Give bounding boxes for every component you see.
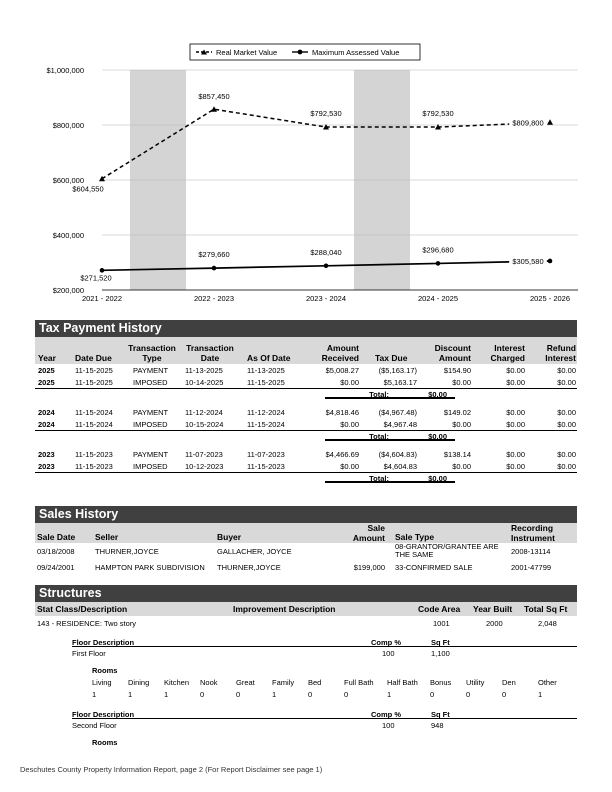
room-name: Bonus bbox=[430, 678, 452, 687]
col-sale-amount bbox=[335, 523, 385, 543]
room-count: 0 bbox=[466, 690, 471, 699]
col-sale-type: Sale Type bbox=[395, 532, 435, 542]
chart-legend bbox=[190, 44, 420, 60]
tax-cell: $4,466.69 bbox=[325, 450, 359, 459]
room-name: Nook bbox=[200, 678, 218, 687]
sales-cell-date: 09/24/2001 bbox=[37, 563, 75, 572]
col-refund-interest bbox=[537, 343, 576, 363]
floor-row bbox=[72, 648, 577, 658]
tax-row bbox=[35, 460, 577, 472]
mav-point bbox=[324, 263, 329, 268]
col-code-area: Code Area bbox=[418, 604, 461, 614]
floor-comp: 100 bbox=[382, 721, 395, 730]
chart-x-tick-label: 2024 - 2025 bbox=[417, 294, 459, 303]
room-count: 0 bbox=[430, 690, 435, 699]
col-discount-amount-line1: Discount bbox=[434, 343, 471, 353]
room-name: Bed bbox=[308, 678, 322, 687]
structure-row bbox=[35, 617, 577, 629]
chart-x-tick-label: 2021 - 2022 bbox=[81, 294, 123, 303]
tax-cell: 10-14-2025 bbox=[185, 378, 224, 387]
tax-total-value: $0.00 bbox=[428, 432, 447, 441]
structure-stat-class: 143 - RESIDENCE: Two story bbox=[37, 619, 137, 628]
room-count: 1 bbox=[128, 690, 133, 699]
col-refund-interest-line2: Interest bbox=[545, 353, 576, 363]
room-name: Living bbox=[92, 678, 112, 687]
page-footer: Deschutes County Property Information Report, page 2 (For Report Disclaimer see page 1) bbox=[20, 765, 323, 774]
tax-cell: $154.90 bbox=[443, 366, 471, 375]
mav-point bbox=[212, 266, 217, 271]
tax-cell: $0.00 bbox=[506, 450, 525, 459]
tax-cell: 2024 bbox=[38, 408, 55, 417]
tax-cell: IMPOSED bbox=[133, 378, 168, 387]
sales-history-header bbox=[35, 506, 577, 523]
tax-cell: PAYMENT bbox=[133, 366, 169, 375]
tax-cell: 11-12-2024 bbox=[247, 408, 285, 417]
col-transaction-date-line1: Transaction bbox=[186, 343, 234, 353]
floor-col-comp: Comp % bbox=[371, 638, 401, 647]
sales-cell-seller: HAMPTON PARK SUBDIVISION bbox=[95, 563, 205, 572]
room-name: Half Bath bbox=[387, 678, 418, 687]
col-stat-class: Stat Class/Description bbox=[37, 604, 128, 614]
tax-cell: 2023 bbox=[38, 450, 55, 459]
chart-x-tick-labels bbox=[82, 294, 570, 303]
legend-mav-marker bbox=[298, 50, 303, 55]
tax-row bbox=[35, 418, 577, 430]
col-interest-charged bbox=[481, 343, 525, 363]
tax-cell: $4,604.83 bbox=[383, 462, 417, 471]
room-count: 1 bbox=[387, 690, 392, 699]
rmv-point bbox=[547, 119, 553, 125]
floor-col-sqft: Sq Ft bbox=[431, 710, 450, 719]
room-name: Dining bbox=[128, 678, 150, 687]
floor-col-sqft: Sq Ft bbox=[431, 638, 450, 647]
col-year: Year bbox=[38, 353, 56, 363]
col-interest-charged-line2: Charged bbox=[490, 353, 525, 363]
tax-cell: 2025 bbox=[38, 378, 55, 387]
col-interest-charged-line1: Interest bbox=[494, 343, 525, 353]
tax-section-title: Tax Payment History bbox=[39, 321, 162, 335]
tax-cell: $0.00 bbox=[340, 378, 359, 387]
floor-comp: 100 bbox=[382, 649, 395, 658]
structures-column-headers bbox=[35, 602, 577, 616]
col-as-of-date: As Of Date bbox=[247, 353, 291, 363]
tax-cell: $0.00 bbox=[557, 462, 576, 471]
chart-x-tick-label: 2022 - 2023 bbox=[193, 294, 235, 303]
chart-y-tick-label: $800,000 bbox=[52, 121, 84, 130]
structure-year-built: 2000 bbox=[486, 619, 503, 628]
sales-cell-type1: 08-GRANTOR/GRANTEE ARE bbox=[395, 542, 499, 551]
tax-cell: 10-15-2024 bbox=[185, 420, 224, 429]
tax-cell: $0.00 bbox=[506, 366, 525, 375]
col-date-due: Date Due bbox=[75, 353, 112, 363]
col-transaction-type-line2: Type bbox=[142, 353, 162, 363]
value-history-chart bbox=[0, 0, 612, 310]
tax-total-value: $0.00 bbox=[428, 390, 447, 399]
room-name: Full Bath bbox=[344, 678, 374, 687]
col-seller: Seller bbox=[95, 532, 119, 542]
tax-cell: PAYMENT bbox=[133, 408, 169, 417]
sales-cell-seller: THURNER,JOYCE bbox=[95, 547, 159, 556]
floor-col-comp: Comp % bbox=[371, 710, 401, 719]
chart-y-tick-labels bbox=[46, 66, 84, 295]
floor-col-desc: Floor Description bbox=[72, 710, 135, 719]
tax-cell: 11-15-2025 bbox=[75, 366, 113, 375]
sales-cell-rec: 2001-47799 bbox=[511, 563, 552, 572]
tax-cell: ($4,604.83) bbox=[378, 450, 417, 459]
tax-cell: $149.02 bbox=[443, 408, 471, 417]
tax-total-row bbox=[35, 388, 577, 400]
sales-column-headers bbox=[35, 523, 577, 543]
tax-cell: 11-15-2025 bbox=[247, 378, 285, 387]
chart-x-tick-label: 2025 - 2026 bbox=[529, 294, 571, 303]
tax-total-label: Total: bbox=[369, 474, 389, 483]
tax-cell: $0.00 bbox=[506, 462, 525, 471]
col-discount-amount bbox=[421, 343, 471, 363]
floor-desc: First Floor bbox=[72, 649, 106, 658]
col-recording-instrument-line1: Recording bbox=[511, 523, 554, 533]
chart-data-label: $296,680 bbox=[422, 245, 454, 255]
chart-y-tick-label: $200,000 bbox=[52, 286, 84, 295]
sales-cell-amount: $199,000 bbox=[353, 563, 385, 572]
chart-data-label: $809,800 bbox=[512, 118, 544, 128]
structure-code-area: 1001 bbox=[433, 619, 450, 628]
col-amount-received bbox=[305, 343, 359, 363]
col-transaction-type-line1: Transaction bbox=[128, 343, 176, 353]
room-name: Utility bbox=[466, 678, 485, 687]
col-sale-date: Sale Date bbox=[37, 532, 76, 542]
tax-total-underline bbox=[325, 472, 455, 483]
chart-x-tick-label: 2023 - 2024 bbox=[305, 294, 347, 303]
chart-data-label: $857,450 bbox=[198, 92, 230, 102]
sales-cell-date: 03/18/2008 bbox=[37, 547, 75, 556]
col-transaction-type bbox=[123, 343, 181, 363]
col-amount-received-line1: Amount bbox=[326, 343, 359, 353]
tax-cell: $0.00 bbox=[340, 462, 359, 471]
col-buyer: Buyer bbox=[217, 532, 242, 542]
room-name: Other bbox=[538, 678, 557, 687]
tax-cell: $4,818.46 bbox=[325, 408, 359, 417]
tax-cell: 11-15-2023 bbox=[75, 450, 113, 459]
tax-cell: $138.14 bbox=[443, 450, 471, 459]
structures-header bbox=[35, 585, 577, 602]
col-tax-due: Tax Due bbox=[375, 353, 408, 363]
tax-row bbox=[35, 406, 577, 418]
rooms-label: Rooms bbox=[92, 666, 118, 675]
col-discount-amount-line2: Amount bbox=[438, 353, 471, 363]
col-amount-received-line2: Received bbox=[321, 353, 359, 363]
tax-total-underline bbox=[325, 430, 455, 441]
structures-section-title: Structures bbox=[39, 586, 102, 600]
room-count: 1 bbox=[92, 690, 97, 699]
tax-cell: 2025 bbox=[38, 366, 55, 375]
tax-cell: IMPOSED bbox=[133, 420, 168, 429]
floor-row bbox=[72, 720, 577, 730]
floor-sqft: 1,100 bbox=[431, 649, 450, 658]
tax-total-row bbox=[35, 430, 577, 442]
tax-cell: 11-13-2025 bbox=[247, 366, 285, 375]
tax-cell: 11-15-2024 bbox=[75, 420, 113, 429]
room-count: 0 bbox=[308, 690, 313, 699]
tax-cell: 11-15-2025 bbox=[75, 378, 113, 387]
tax-cell: $0.00 bbox=[506, 420, 525, 429]
col-improvement-description: Improvement Description bbox=[233, 604, 336, 614]
col-transaction-date bbox=[181, 343, 239, 363]
tax-cell: $0.00 bbox=[452, 420, 471, 429]
legend-rmv-label: Real Market Value bbox=[216, 48, 278, 57]
tax-cell: $5,163.17 bbox=[383, 378, 417, 387]
floor-col-desc: Floor Description bbox=[72, 638, 135, 647]
mav-point bbox=[436, 261, 441, 266]
tax-row bbox=[35, 448, 577, 460]
chart-y-tick-label: $400,000 bbox=[52, 231, 84, 240]
room-name: Kitchen bbox=[164, 678, 190, 687]
floor-desc: Second Floor bbox=[72, 721, 117, 730]
tax-cell: 2024 bbox=[38, 420, 55, 429]
tax-cell: $0.00 bbox=[506, 408, 525, 417]
tax-cell: $0.00 bbox=[557, 366, 576, 375]
rooms-label: Rooms bbox=[92, 738, 118, 747]
room-count: 1 bbox=[272, 690, 277, 699]
col-year-built: Year Built bbox=[473, 604, 513, 614]
room-count: 1 bbox=[538, 690, 543, 699]
tax-cell: $0.00 bbox=[557, 420, 576, 429]
tax-row bbox=[35, 364, 577, 376]
tax-total-underline bbox=[325, 388, 455, 399]
room-count: 0 bbox=[236, 690, 241, 699]
chart-data-label: $792,530 bbox=[310, 109, 342, 119]
tax-cell: $0.00 bbox=[557, 408, 576, 417]
tax-cell: 11-15-2024 bbox=[75, 408, 113, 417]
tax-cell: 2023 bbox=[38, 462, 55, 471]
room-name: Great bbox=[236, 678, 255, 687]
tax-cell: ($5,163.17) bbox=[378, 366, 417, 375]
tax-cell: IMPOSED bbox=[133, 462, 168, 471]
room-count: 0 bbox=[344, 690, 349, 699]
tax-cell: $0.00 bbox=[340, 420, 359, 429]
tax-cell: $5,008.27 bbox=[325, 366, 359, 375]
tax-payment-history-header bbox=[35, 320, 577, 337]
sales-row bbox=[35, 543, 577, 559]
sales-cell-type2: THE SAME bbox=[395, 550, 434, 559]
col-recording-instrument bbox=[511, 523, 555, 543]
sales-cell-buyer: THURNER,JOYCE bbox=[217, 563, 281, 572]
chart-data-label: $288,040 bbox=[310, 247, 342, 257]
legend-mav-label: Maximum Assessed Value bbox=[312, 48, 400, 57]
mav-point bbox=[100, 268, 105, 273]
tax-row bbox=[35, 376, 577, 388]
chart-data-label: $279,660 bbox=[198, 250, 230, 260]
room-name: Family bbox=[272, 678, 295, 687]
tax-cell: 11-15-2023 bbox=[247, 462, 285, 471]
tax-cell: 11-15-2024 bbox=[247, 420, 285, 429]
sales-section-title: Sales History bbox=[39, 507, 119, 521]
col-transaction-date-line2: Date bbox=[200, 353, 220, 363]
floor-header bbox=[72, 636, 577, 647]
tax-cell: $0.00 bbox=[452, 462, 471, 471]
tax-cell: 11-12-2024 bbox=[185, 408, 223, 417]
col-refund-interest-line1: Refund bbox=[546, 343, 576, 353]
room-count: 1 bbox=[164, 690, 169, 699]
chart-data-label: $604,550 bbox=[72, 184, 104, 194]
col-sale-amount-line1: Sale bbox=[367, 523, 385, 533]
tax-cell: 11-07-2023 bbox=[247, 450, 285, 459]
tax-total-label: Total: bbox=[369, 390, 389, 399]
chart-y-tick-label: $600,000 bbox=[52, 176, 84, 185]
tax-cell: 11-13-2025 bbox=[185, 366, 223, 375]
tax-cell: $4,967.48 bbox=[383, 420, 417, 429]
tax-column-headers bbox=[35, 337, 577, 364]
col-recording-instrument-line2: Instrument bbox=[511, 533, 555, 543]
tax-total-value: $0.00 bbox=[428, 474, 447, 483]
chart-y-tick-label: $1,000,000 bbox=[46, 66, 84, 75]
structure-total-sq-ft: 2,048 bbox=[538, 619, 557, 628]
tax-total-label: Total: bbox=[369, 432, 389, 441]
sales-cell-buyer: GALLACHER, JOYCE bbox=[217, 547, 292, 556]
tax-cell: $0.00 bbox=[557, 450, 576, 459]
chart-data-label: $305,580 bbox=[512, 256, 544, 266]
tax-cell: ($4,967.48) bbox=[378, 408, 417, 417]
col-total-sq-ft: Total Sq Ft bbox=[524, 604, 568, 614]
tax-cell: 10-12-2023 bbox=[185, 462, 224, 471]
mav-point bbox=[548, 259, 553, 264]
tax-cell: 11-07-2023 bbox=[185, 450, 223, 459]
room-count: 0 bbox=[200, 690, 205, 699]
tax-cell: $0.00 bbox=[557, 378, 576, 387]
chart-data-label: $271,520 bbox=[80, 273, 112, 283]
floor-sqft: 948 bbox=[431, 721, 444, 730]
room-count: 0 bbox=[502, 690, 507, 699]
tax-total-row bbox=[35, 472, 577, 484]
tax-cell: $0.00 bbox=[506, 378, 525, 387]
room-name: Den bbox=[502, 678, 516, 687]
tax-cell: 11-15-2023 bbox=[75, 462, 113, 471]
sales-cell-rec: 2008-13114 bbox=[511, 547, 551, 556]
tax-cell: PAYMENT bbox=[133, 450, 169, 459]
sales-cell-type1: 33-CONFIRMED SALE bbox=[395, 563, 473, 572]
tax-cell: $0.00 bbox=[452, 378, 471, 387]
floor-header bbox=[72, 708, 577, 719]
sales-row bbox=[35, 559, 577, 575]
chart-data-label: $792,530 bbox=[422, 109, 454, 119]
col-sale-amount-line2: Amount bbox=[352, 533, 385, 543]
